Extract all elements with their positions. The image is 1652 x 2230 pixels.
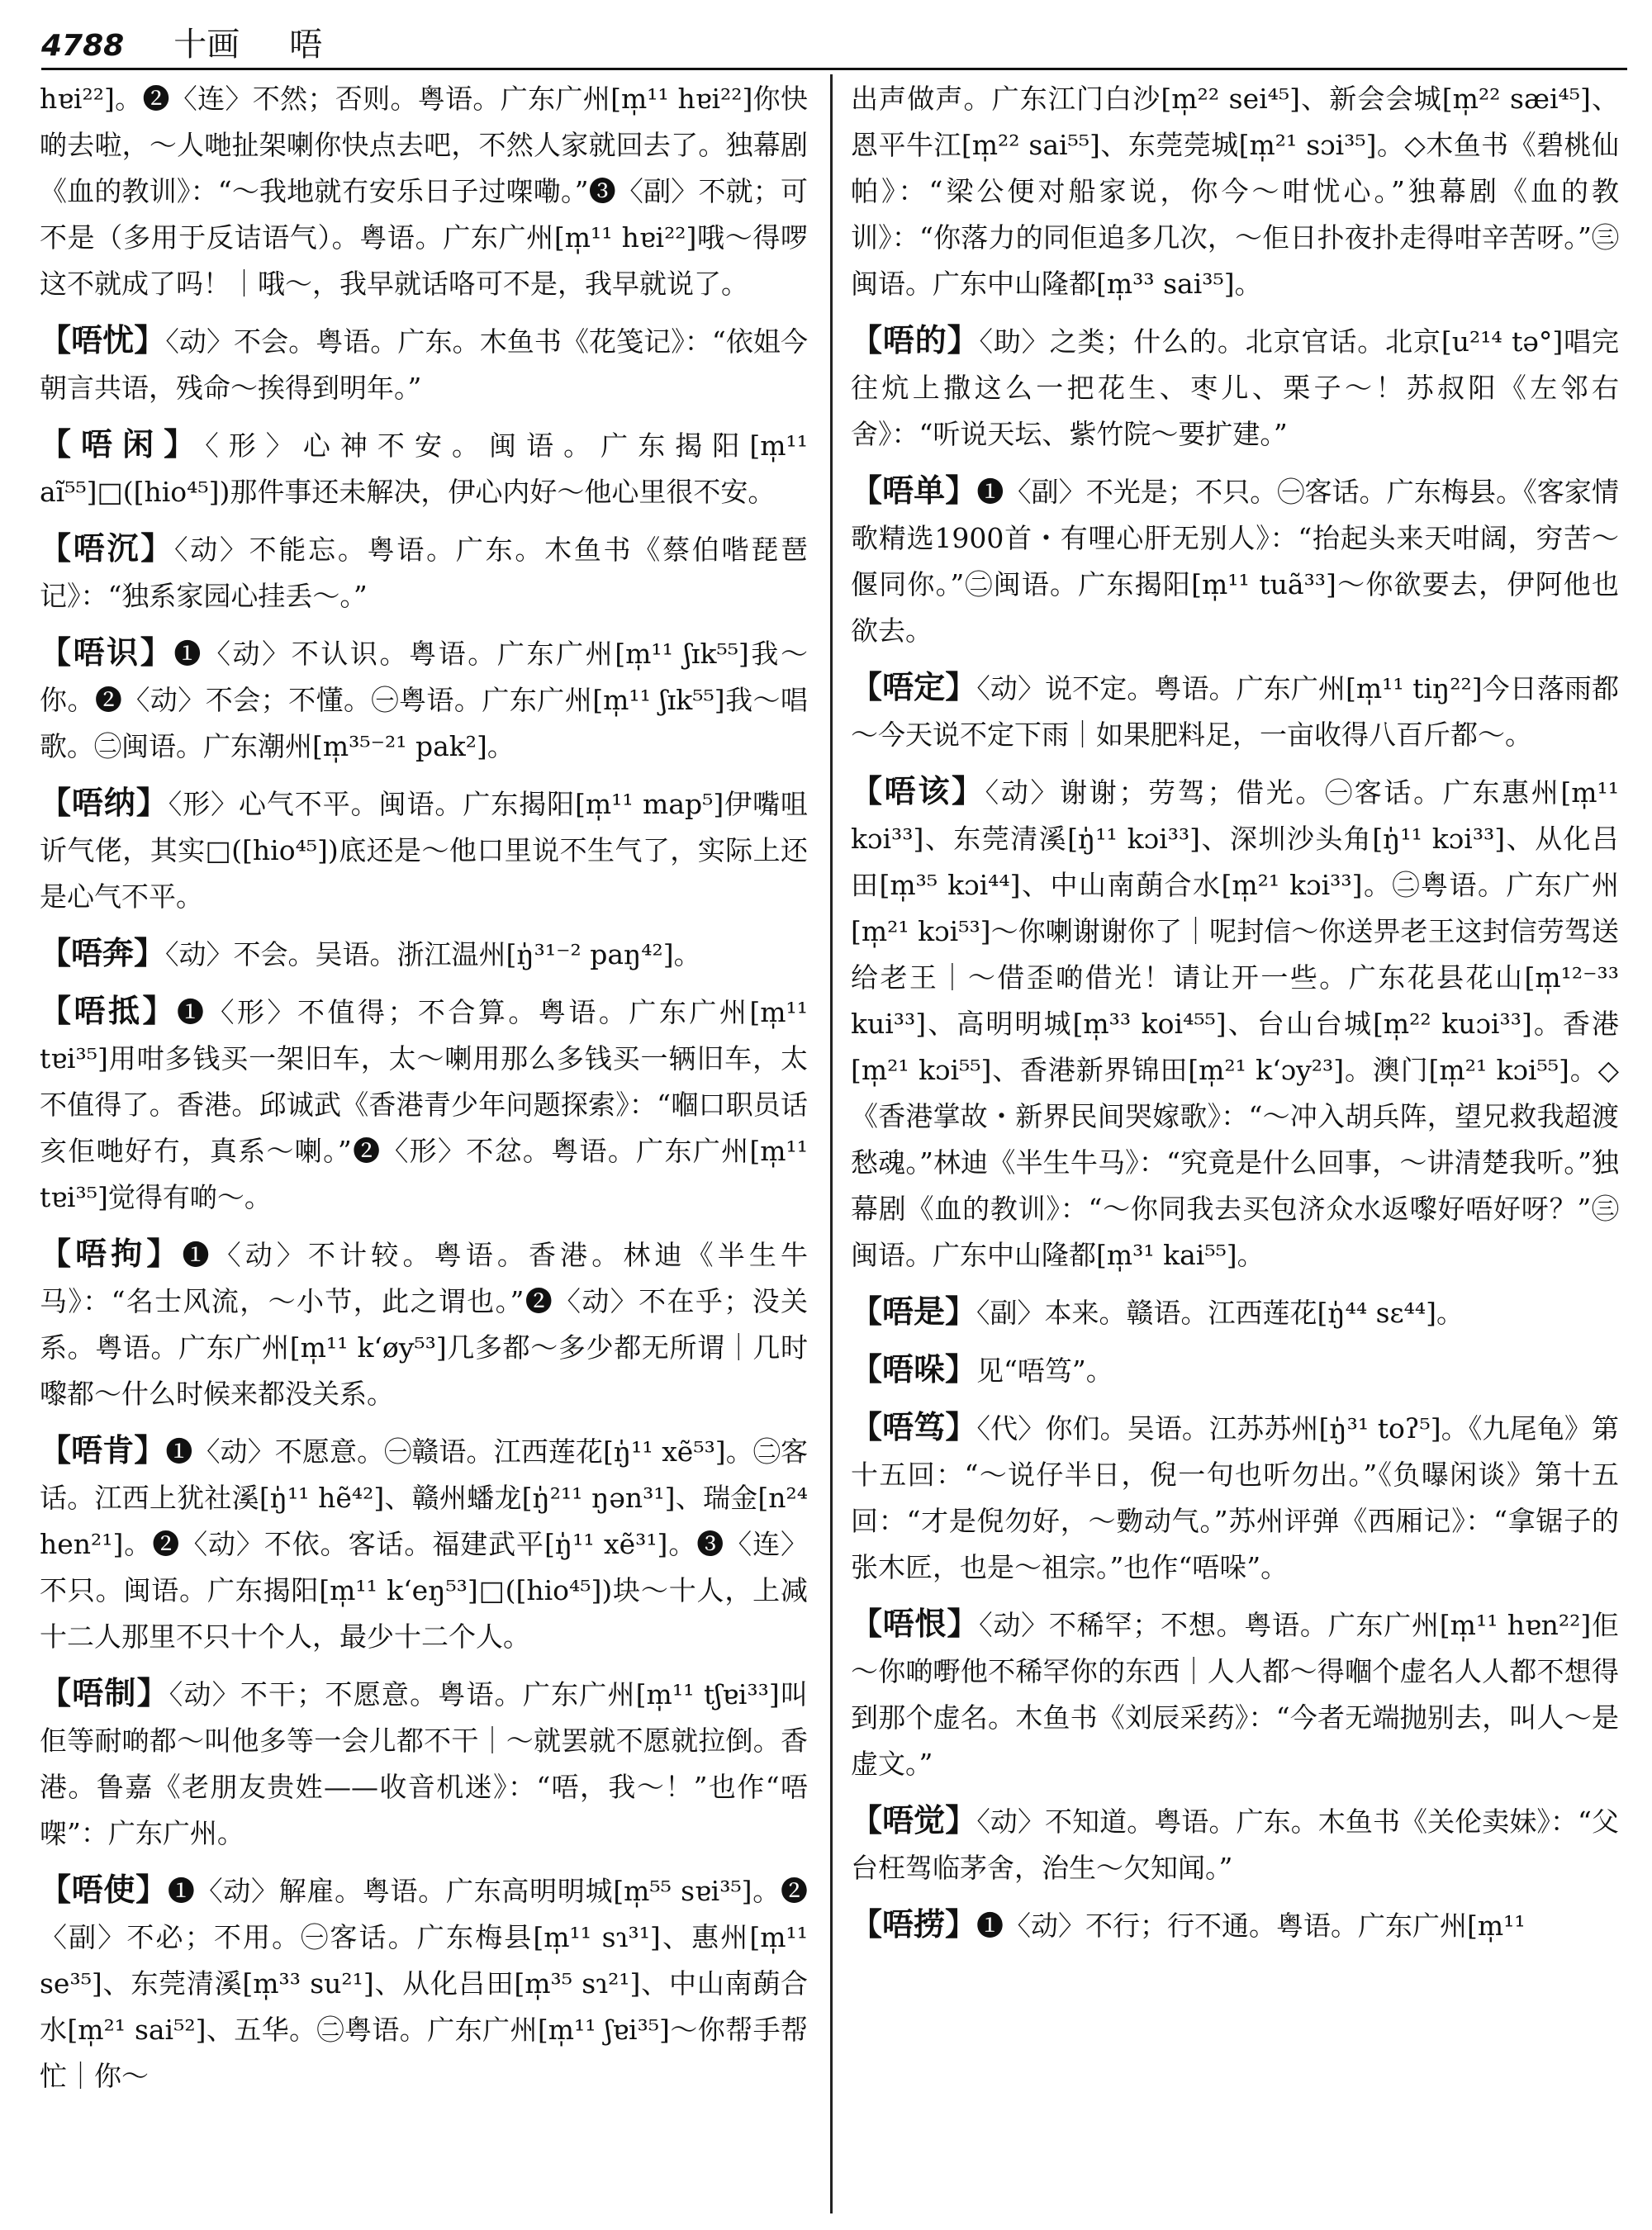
entry-definition: ❶〈动〉不计较。粤语。香港。林迪《半生牛马》：“名士风流，～小节，此之谓也。”❷〈动〉不在乎；没关系。粤语。广东广州[m̩¹¹ kʻøy⁵³]几多都～多少都无所谓｜几时嚟都～什么时候来都没关系。 [40,1239,808,1410]
entry-headword: 【唔是】 [851,1293,977,1330]
dictionary-entry [40,1427,808,1660]
entry-definition: 〈动〉说不定。粤语。广东广州[m̩¹¹ tiŋ²²]今日落雨都～今天说不定下雨｜如果肥料足，一亩收得八百斤都～。 [851,672,1619,751]
entry-definition: 见“唔笃”。 [976,1355,1113,1387]
entry-headword: 【唔捞】 [851,1905,977,1943]
entry-definition: 〈动〉不稀罕；不想。粤语。广东广州[m̩¹¹ hɐn²²]佢～你啲嘢他不稀罕你的东西｜人人都～得嗰个虚名人人都不想得到那个虚名。木鱼书《刘辰采药》：“今者无端抛别去，叫人～是虚文。” [851,1609,1619,1780]
entry-definition: ❶〈形〉不值得；不合算。粤语。广东广州[m̩¹¹ tɐi³⁵]用咁多钱买一架旧车，太～喇用那么多钱买一辆旧车，太不值得了。香港。邱诚武《香港青少年问题探索》：“嗰口职员话亥佢哋好冇，真系～喇。”❷〈形〉不忿。粤语。广东广州[m̩¹¹ tɐi³⁵]觉得有啲～。 [40,996,808,1213]
header-character: 唔 [289,26,323,64]
entry-definition: 〈形〉心气不平。闽语。广东揭阳[m̩¹¹ map⁵]伊嘴咀䜣气佬，其实□([hio⁴⁵])底还是～他口里说不生气了，实际上还是心气不平。 [40,788,808,913]
dictionary-entry [851,1346,1619,1394]
entry-definition: 〈动〉不能忘。粤语。广东。木鱼书《蔡伯喈琵琶记》：“独系家园心挂丢～。” [40,534,808,612]
entry-definition: 〈动〉不会。吴语。浙江温州[ŋ̍³¹⁻² paŋ⁴²]。 [165,938,701,970]
entry-definition: ❶〈动〉不行；行不通。粤语。广东广州[m̩¹¹ [976,1910,1526,1942]
entry-headword: 【唔觉】 [851,1801,977,1839]
entry-headword: 【唔拘】 [40,1235,183,1272]
entry-definition: ❶〈副〉不光是；不只。㊀客话。广东梅县。《客家情歌精选1900首・有哩心肝无别人》：“抬起头来天咁阔，穷苦～偃同你。”㊁闽语。广东揭阳[m̩¹¹ tuã³³]～你欲要去，伊阿他也欲去。 [851,476,1619,647]
entry-headword: 【唔识】 [40,633,174,671]
entry-headword: 【唔制】 [40,1674,169,1711]
entry-headword: 【唔使】 [40,1871,168,1908]
dictionary-entry [851,1797,1619,1891]
dictionary-entry [40,988,808,1221]
left-column [40,76,808,2215]
dictionary-entry [40,421,808,515]
entry-definition: 〈代〉你们。吴语。江苏苏州[ŋ̍³¹ toʔ⁵]。《九尾龟》第十五回：“～说仔半日，倪一句也听勿出。”《负曝闲谈》第十五回：“才是倪勿好，～覅动气。”苏州评弹《西厢记》：“拿锯子的张木匠，也是～祖宗。”也作“唔哚”。 [851,1412,1619,1583]
entry-headword: 【唔的】 [851,321,980,358]
dictionary-entry [851,1901,1619,1949]
dictionary-entry [40,317,808,411]
dictionary-entry [851,1288,1619,1336]
entry-definition: 〈动〉谢谢；劳驾；借光。㊀客话。广东惠州[m̩¹¹ kɔi³³]、东莞清溪[ŋ̍¹¹ kɔi³³]、深圳沙头角[ŋ̍¹¹ kɔi³³]、从化吕田[m̩³⁵ kɔi⁴⁴]、中山南蓢合水[m̩²¹ kɔi³³]。㊁粤语。广东广州[m̩²¹ kɔi⁵³]～你喇谢谢你了｜呢封信～你送畀老王这封信劳驾送给老王｜～借歪啲借光！请让开一些。广东花县花山[m̩¹²⁻³³ kui³³]、高明明城[m̩³³ koi⁴⁵⁵]、台山台城[m̩²² kuɔi³³]。香港[m̩²¹ kɔi⁵⁵]、香港新界锦田[m̩²¹ kʻɔy²³]。澳门[m̩²¹ kɔi⁵⁵]。◇《香港掌故・新界民间哭嫁歌》：“～冲入胡兵阵，望兄救我超渡愁魂。”林迪《半生牛马》：“究竟是什么回事，～讲清楚我听。”独幕剧《血的教训》：“～你同我去买包济众水返嚟好唔好呀？”㊂闽语。广东中山隆都[m̩³¹ kai⁵⁵]。 [851,776,1619,1271]
entry-definition: 〈副〉本来。赣语。江西莲花[ŋ̍⁴⁴ sɛ⁴⁴]。 [976,1297,1464,1329]
entry-definition: ❶〈动〉不愿意。㊀赣语。江西莲花[ŋ̍¹¹ xẽ⁵³]。㊁客话。江西上犹社溪[ŋ̍¹¹ hẽ⁴²]、赣州蟠龙[ŋ̍²¹¹ ŋən³¹]、瑞金[n²⁴ hen²¹]。❷〈动〉不依。客话。福建武平[ŋ̍¹¹ xẽ³¹]。❸〈连〉不只。闽语。广东揭阳[m̩¹¹ kʻeŋ⁵³]□([hio⁴⁵])块～十人，上减十二人那里不只十个人，最少十二个人。 [40,1435,808,1653]
dictionary-entry [851,1601,1619,1787]
dictionary-entry [851,467,1619,654]
entry-headword: 【唔肯】 [40,1431,166,1468]
entry-headword: 【唔单】 [851,472,977,509]
entry-definition: 〈形〉心神不安。闽语。广东揭阳[m̩¹¹ aĩ⁵⁵]□([hio⁴⁵])那件事还未解决，伊心内好～他心里很不安。 [40,429,808,508]
continuation-text: hɐi²²]。❷〈连〉不然；否则。粤语。广东广州[m̩¹¹ hɐi²²]你快啲去啦，～人哋扯架喇你快点去吧，不然人家就回去了。独幕剧《血的教训》：“～我地就冇安乐日子过㗎嘞。”❸〈副〉不就；可不是（多用于反诘语气）。粤语。广东广州[m̩¹¹ hɐi²²]哦～得啰这不就成了吗！｜哦～，我早就话咯可不是，我早就说了。 [40,83,808,300]
entry-list [851,317,1619,1949]
entry-list [40,317,808,2100]
dictionary-entry [40,629,808,770]
page-header [41,18,1627,70]
entry-definition: ❶〈动〉解雇。粤语。广东高明明城[m̩⁵⁵ sɐi³⁵]。❷〈副〉不必；不用。㊀客话。广东梅县[m̩¹¹ sɿ³¹]、惠州[m̩¹¹ se³⁵]、东莞清溪[m̩³³ su²¹]、从化吕田[m̩³⁵ sɿ²¹]、中山南蓢合水[m̩²¹ sai⁵²]、五华。㊁粤语。广东广州[m̩¹¹ ʃɐi³⁵]～你帮手帮忙｜你～ [40,1875,808,2092]
entry-definition: 〈动〉不干；不愿意。粤语。广东广州[m̩¹¹ tʃɐi³³]叫佢等耐啲都～叫他多等一会儿都不干｜～就罢就不愿就拉倒。香港。鲁嘉《老朋友贵姓——收音机迷》：“唔，我～！”也作“唔㗎”：广东广州。 [40,1678,808,1849]
dictionary-entry [851,768,1619,1279]
dictionary-entry [851,664,1619,758]
entry-headword: 【唔定】 [851,668,977,705]
continuation-text: 出声做声。广东江门白沙[m̩²² sei⁴⁵]、新会会城[m̩²² sæi⁴⁵]、恩平牛江[m̩²² sai⁵⁵]、东莞莞城[m̩²¹ sɔi³⁵]。◇木鱼书《碧桃仙帕》：“梁公便对船家说，你今～咁忧心。”独幕剧《血的教训》：“你落力的同佢追多几次，～佢日扑夜扑走得咁辛苦呀。”㊂闽语。广东中山隆都[m̩³³ sai³⁵]。 [851,83,1619,300]
entry-headword: 【唔哚】 [851,1350,977,1388]
entry-headword: 【唔笃】 [851,1408,977,1445]
entry-headword: 【唔恨】 [851,1605,980,1642]
dictionary-entry [851,1404,1619,1591]
dictionary-entry [851,317,1619,458]
entry-headword: 【唔纳】 [40,784,169,821]
dictionary-entry [40,780,808,920]
entry-headword: 【唔抵】 [40,992,177,1029]
dictionary-entry [40,1670,808,1857]
column-divider [830,74,833,2213]
right-column [851,76,1619,2215]
dictionary-entry [40,1231,808,1417]
section-label: 十画 [173,26,240,64]
entry-definition: 〈动〉不会。粤语。广东。木鱼书《花笺记》：“依姐今朝言共语，残命～挨得到明年。” [40,325,808,404]
entry-headword: 【唔闲】 [40,425,206,463]
entry-definition: 〈动〉不知道。粤语。广东。木鱼书《关伦卖妹》：“父台枉驾临茅舍，治生～欠知闻。” [851,1805,1619,1884]
entry-headword: 【唔忧】 [40,321,166,358]
dictionary-entry [40,1867,808,2100]
dictionary-entry [40,525,808,619]
dictionary-entry [40,930,808,978]
entry-definition: ❶〈动〉不认识。粤语。广东广州[m̩¹¹ ʃɪk⁵⁵]我～你。❷〈动〉不会；不懂。㊀粤语。广东广州[m̩¹¹ ʃɪk⁵⁵]我～唱歌。㊁闽语。广东潮州[m̩³⁵⁻²¹ pak²]。 [40,638,808,762]
entry-headword: 【唔沉】 [40,529,174,567]
entry-headword: 【唔该】 [851,772,985,809]
page-number: 4788 [41,29,125,63]
entry-definition: 〈助〉之类；什么的。北京官话。北京[u²¹⁴ tə°]唱完往炕上撒这么一把花生、枣儿、栗子～！苏叔阳《左邻右舍》：“听说天坛、紫竹院～要扩建。” [851,325,1619,450]
entry-headword: 【唔奔】 [40,934,166,971]
